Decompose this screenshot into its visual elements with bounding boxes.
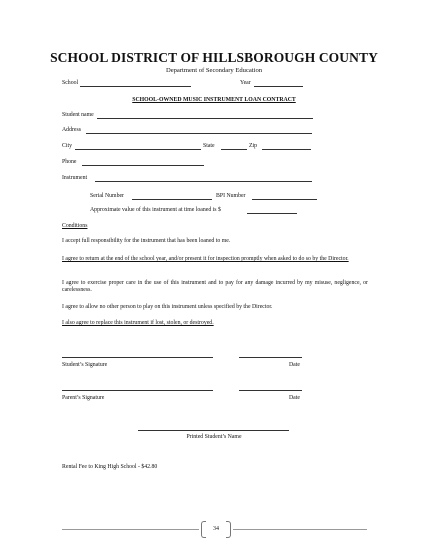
- address-field[interactable]: [86, 133, 312, 134]
- student-date-line[interactable]: [239, 357, 302, 358]
- rental-fee-text: Rental Fee to King High School - $42.80: [62, 464, 158, 470]
- phone-field[interactable]: [82, 165, 204, 166]
- printed-name-label: Printed Student’s Name: [186, 434, 242, 440]
- page-number: 34: [213, 526, 219, 532]
- approx-value-field[interactable]: [247, 213, 297, 214]
- student-name-label: Student name: [62, 112, 94, 118]
- student-date-label: Date: [289, 362, 300, 368]
- condition-4: I agree to allow no other person to play on this instrument unless specified by the Director.: [62, 304, 273, 310]
- phone-label: Phone: [62, 159, 77, 165]
- serial-number-field[interactable]: [132, 199, 212, 200]
- footer-rule-left: [62, 529, 199, 530]
- department-subtitle: Department of Secondary Education: [165, 67, 263, 74]
- parent-date-label: Date: [289, 395, 300, 401]
- state-label: State: [203, 143, 215, 149]
- instrument-label: Instrument: [62, 175, 88, 181]
- student-signature-line[interactable]: [62, 357, 213, 358]
- printed-name-line[interactable]: [138, 430, 289, 431]
- bpi-number-field[interactable]: [252, 199, 317, 200]
- city-label: City: [62, 143, 72, 149]
- serial-number-label: Serial Number: [90, 193, 124, 199]
- parent-signature-line[interactable]: [62, 390, 213, 391]
- condition-3: I agree to exercise proper care in the use of this instrument and to pay for any damage incurred by my misuse, negligence, or carelessness.: [62, 280, 368, 293]
- bpi-number-label: BPI Number: [216, 193, 246, 199]
- approx-value-label: Approximate value of this instrument at time loaned is $: [90, 207, 221, 213]
- parent-signature-label: Parent’s Signature: [62, 395, 105, 401]
- student-name-field[interactable]: [97, 118, 313, 119]
- instrument-field[interactable]: [95, 181, 312, 182]
- district-title: SCHOOL DISTRICT OF HILLSBOROUGH COUNTY: [50, 50, 378, 65]
- conditions-heading: Conditions: [62, 223, 88, 229]
- parent-date-line[interactable]: [239, 390, 302, 391]
- zip-label: Zip: [249, 143, 258, 149]
- address-label: Address: [62, 127, 81, 133]
- condition-1: I accept full responsibility for the instrument that has been loaned to me.: [62, 238, 231, 244]
- city-field[interactable]: [75, 149, 201, 150]
- year-label: Year: [240, 80, 251, 86]
- footer-rule-right: [233, 529, 367, 530]
- student-signature-label: Student’s Signature: [62, 362, 108, 368]
- contract-title: SCHOOL-OWNED MUSIC INSTRUMENT LOAN CONTRACT: [132, 97, 296, 103]
- year-field[interactable]: [254, 86, 303, 87]
- condition-2: I agree to return at the end of the school year, and/or present it for inspection promptly when asked to do so by the Director.: [62, 256, 349, 262]
- state-field[interactable]: [221, 149, 247, 150]
- condition-5: I also agree to replace this instrument if lost, stolen, or destroyed.: [62, 320, 214, 326]
- school-label: School: [62, 80, 79, 86]
- zip-field[interactable]: [262, 149, 311, 150]
- right-bracket-icon: [226, 521, 231, 538]
- school-field[interactable]: [80, 86, 191, 87]
